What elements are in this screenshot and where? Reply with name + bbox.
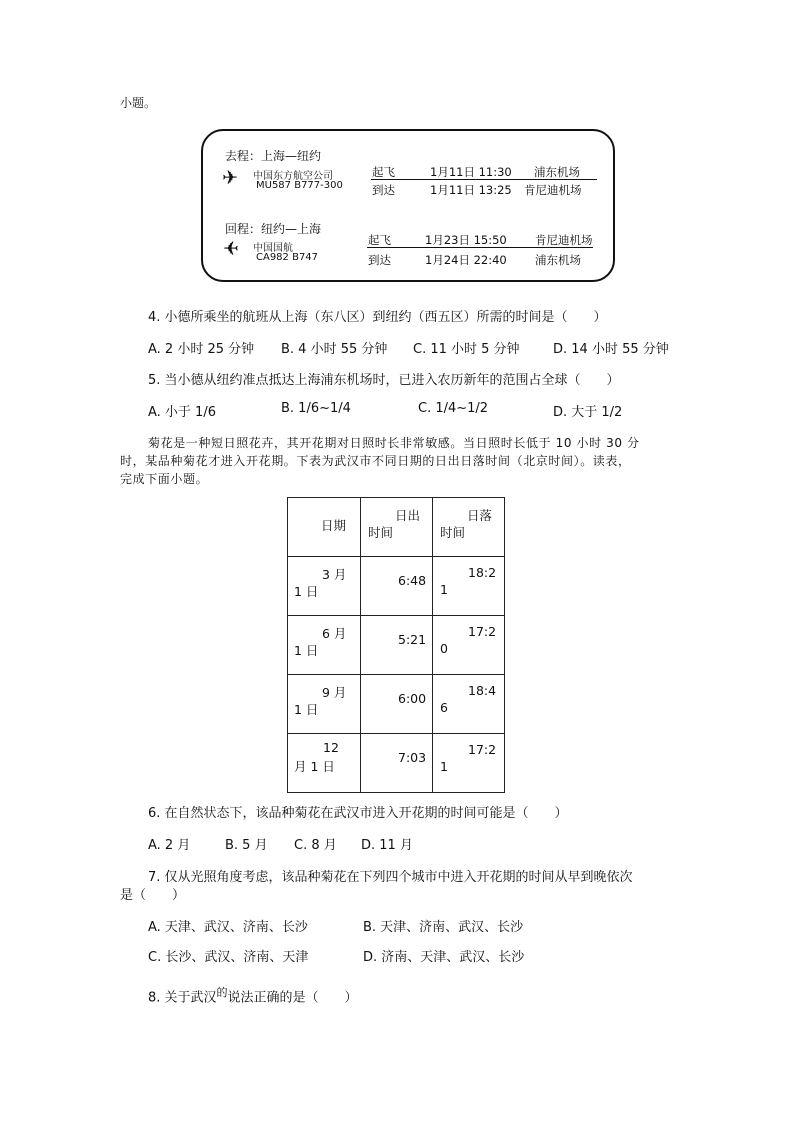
- date-cell: [288, 734, 361, 793]
- date-cell: [288, 557, 361, 616]
- question-5-stem: 5. 当小德从纽约准点抵达上海浦东机场时，已进入农历新年的范围占全球（ ）: [148, 373, 620, 388]
- question-7-option-c[interactable]: C. 长沙、武汉、济南、天津: [148, 950, 309, 965]
- question-5-option-c[interactable]: C. 1/4~1/2: [418, 401, 489, 416]
- question-4-option-a[interactable]: A. 2 小时 25 分钟: [148, 342, 255, 357]
- date-part-a: 12: [323, 740, 339, 755]
- question-8-stem-a: 8. 关于武汉: [148, 990, 217, 1006]
- question-7-option-d[interactable]: D. 济南、天津、武汉、长沙: [363, 950, 525, 965]
- question-7-stem-line-2: 是（ ）: [120, 888, 186, 903]
- question-7-option-a[interactable]: A. 天津、武汉、济南、长沙: [148, 920, 308, 935]
- return-depart-airport: 肯尼迪机场: [535, 233, 593, 247]
- outbound-depart-time: 1月11日 11:30: [430, 165, 512, 179]
- header-date-cell: [288, 498, 361, 557]
- sunset-part-b: 0: [440, 641, 448, 656]
- header-date-label: 日期: [321, 518, 347, 533]
- question-6-option-c[interactable]: C. 8 月: [294, 838, 337, 853]
- outbound-airline: 中国东方航空公司: [253, 171, 333, 182]
- return-depart-event: 起飞: [368, 233, 391, 247]
- sunrise-cell: [361, 675, 433, 734]
- outbound-flight-number: MU587 B777-300: [256, 180, 343, 191]
- question-5-option-d[interactable]: D. 大于 1/2: [553, 405, 623, 420]
- date-part-b: 1 日: [294, 643, 319, 658]
- question-7-option-b[interactable]: B. 天津、济南、武汉、长沙: [363, 920, 524, 935]
- flight-info-card: [201, 129, 615, 282]
- date-part-a: 9 月: [322, 685, 347, 700]
- sunset-part-b: 1: [440, 759, 448, 774]
- airplane-icon: ✈: [222, 167, 238, 189]
- question-4-stem: 4. 小德所乘坐的航班从上海（东八区）到纽约（西五区）所需的时间是（ ）: [148, 310, 607, 325]
- passage-line-3: 完成下面小题。: [120, 472, 209, 486]
- table-header-row: [288, 498, 505, 557]
- header-sunset-cell: [433, 498, 505, 557]
- passage-line-2: 时，某品种菊花才进入开花期。下表为武汉市不同日期的日出日落时间（北京时间）。读表，: [120, 454, 631, 468]
- table-row: [288, 557, 505, 616]
- question-5-option-a[interactable]: A. 小于 1/6: [148, 405, 216, 420]
- sunrise-cell: [361, 734, 433, 793]
- table-row: [288, 675, 505, 734]
- sunrise-value: 6:48: [398, 573, 427, 588]
- airplane-icon: ✈: [223, 238, 239, 260]
- return-airline: 中国国航: [253, 243, 293, 254]
- outbound-arrive-event: 到达: [372, 183, 395, 197]
- header-sunrise-cell: [361, 498, 433, 557]
- outbound-depart-event: 起飞: [372, 165, 395, 179]
- sunset-part-a: 17:2: [468, 624, 497, 639]
- date-part-a: 3 月: [322, 567, 347, 582]
- passage-line-1: 菊花是一种短日照花卉，其开花期对日照时长非常敏感。当日照时长低于 10 小时 30 分: [148, 436, 640, 450]
- question-7-stem-line-1: 7. 仅从光照角度考虑，该品种菊花在下列四个城市中进入开花期的时间从早到晚依次: [148, 870, 633, 885]
- date-part-b: 1 日: [294, 702, 319, 717]
- header-sunrise-label-a: 日出: [395, 508, 421, 523]
- return-arrive-time: 1月24日 22:40: [425, 253, 507, 267]
- question-8-stem: [148, 984, 358, 1005]
- sunset-part-a: 17:2: [468, 742, 497, 757]
- question-6-option-b[interactable]: B. 5 月: [225, 838, 268, 853]
- outbound-divider: [371, 179, 597, 180]
- header-sunset-label-b: 时间: [440, 525, 466, 540]
- intro-tail-text: 小题。: [120, 96, 157, 110]
- date-cell: [288, 675, 361, 734]
- outbound-depart-airport: 浦东机场: [534, 165, 580, 179]
- sunset-cell: [433, 616, 505, 675]
- sunset-part-b: 6: [440, 700, 448, 715]
- header-sunset-label-a: 日落: [467, 508, 493, 523]
- question-4-option-c[interactable]: C. 11 小时 5 分钟: [413, 342, 520, 357]
- table-row: [288, 734, 505, 793]
- sunrise-value: 7:03: [398, 750, 427, 765]
- sunrise-sunset-table: [287, 497, 505, 793]
- sunset-part-a: 18:4: [468, 683, 497, 698]
- outbound-label: 去程：上海—纽约: [225, 149, 322, 163]
- return-arrive-event: 到达: [368, 253, 391, 267]
- sunset-cell: [433, 734, 505, 793]
- date-part-a: 6 月: [322, 626, 347, 641]
- question-5-option-b[interactable]: B. 1/6~1/4: [281, 401, 351, 416]
- sunrise-cell: [361, 616, 433, 675]
- sunset-cell: [433, 557, 505, 616]
- return-flight-number: CA982 B747: [256, 252, 319, 263]
- question-6-option-d[interactable]: D. 11 月: [361, 838, 413, 853]
- question-6-stem: 6. 在自然状态下，该品种菊花在武汉市进入开花期的时间可能是（ ）: [148, 806, 568, 821]
- header-sunrise-label-b: 时间: [368, 525, 394, 540]
- table-row: [288, 616, 505, 675]
- question-4-option-d[interactable]: D. 14 小时 55 分钟: [553, 342, 669, 357]
- outbound-arrive-airport: 肯尼迪机场: [524, 183, 582, 197]
- sunrise-value: 6:00: [398, 691, 427, 706]
- question-4-option-b[interactable]: B. 4 小时 55 分钟: [281, 342, 388, 357]
- outbound-arrive-time: 1月11日 13:25: [430, 183, 512, 197]
- sunset-part-a: 18:2: [468, 565, 497, 580]
- return-divider: [367, 247, 593, 248]
- sunrise-value: 5:21: [398, 632, 427, 647]
- date-part-b: 1 日: [294, 584, 319, 599]
- question-8-stem-superscript: 的: [216, 986, 228, 999]
- sunrise-cell: [361, 557, 433, 616]
- question-8-stem-b: 说法正确的是（ ）: [227, 990, 358, 1006]
- sunset-cell: [433, 675, 505, 734]
- question-6-option-a[interactable]: A. 2 月: [148, 838, 191, 853]
- sunset-part-b: 1: [440, 582, 448, 597]
- date-part-b: 月 1 日: [294, 759, 335, 774]
- return-label: 回程：纽约—上海: [225, 222, 322, 236]
- return-depart-time: 1月23日 15:50: [425, 233, 507, 247]
- return-arrive-airport: 浦东机场: [535, 253, 581, 267]
- date-cell: [288, 616, 361, 675]
